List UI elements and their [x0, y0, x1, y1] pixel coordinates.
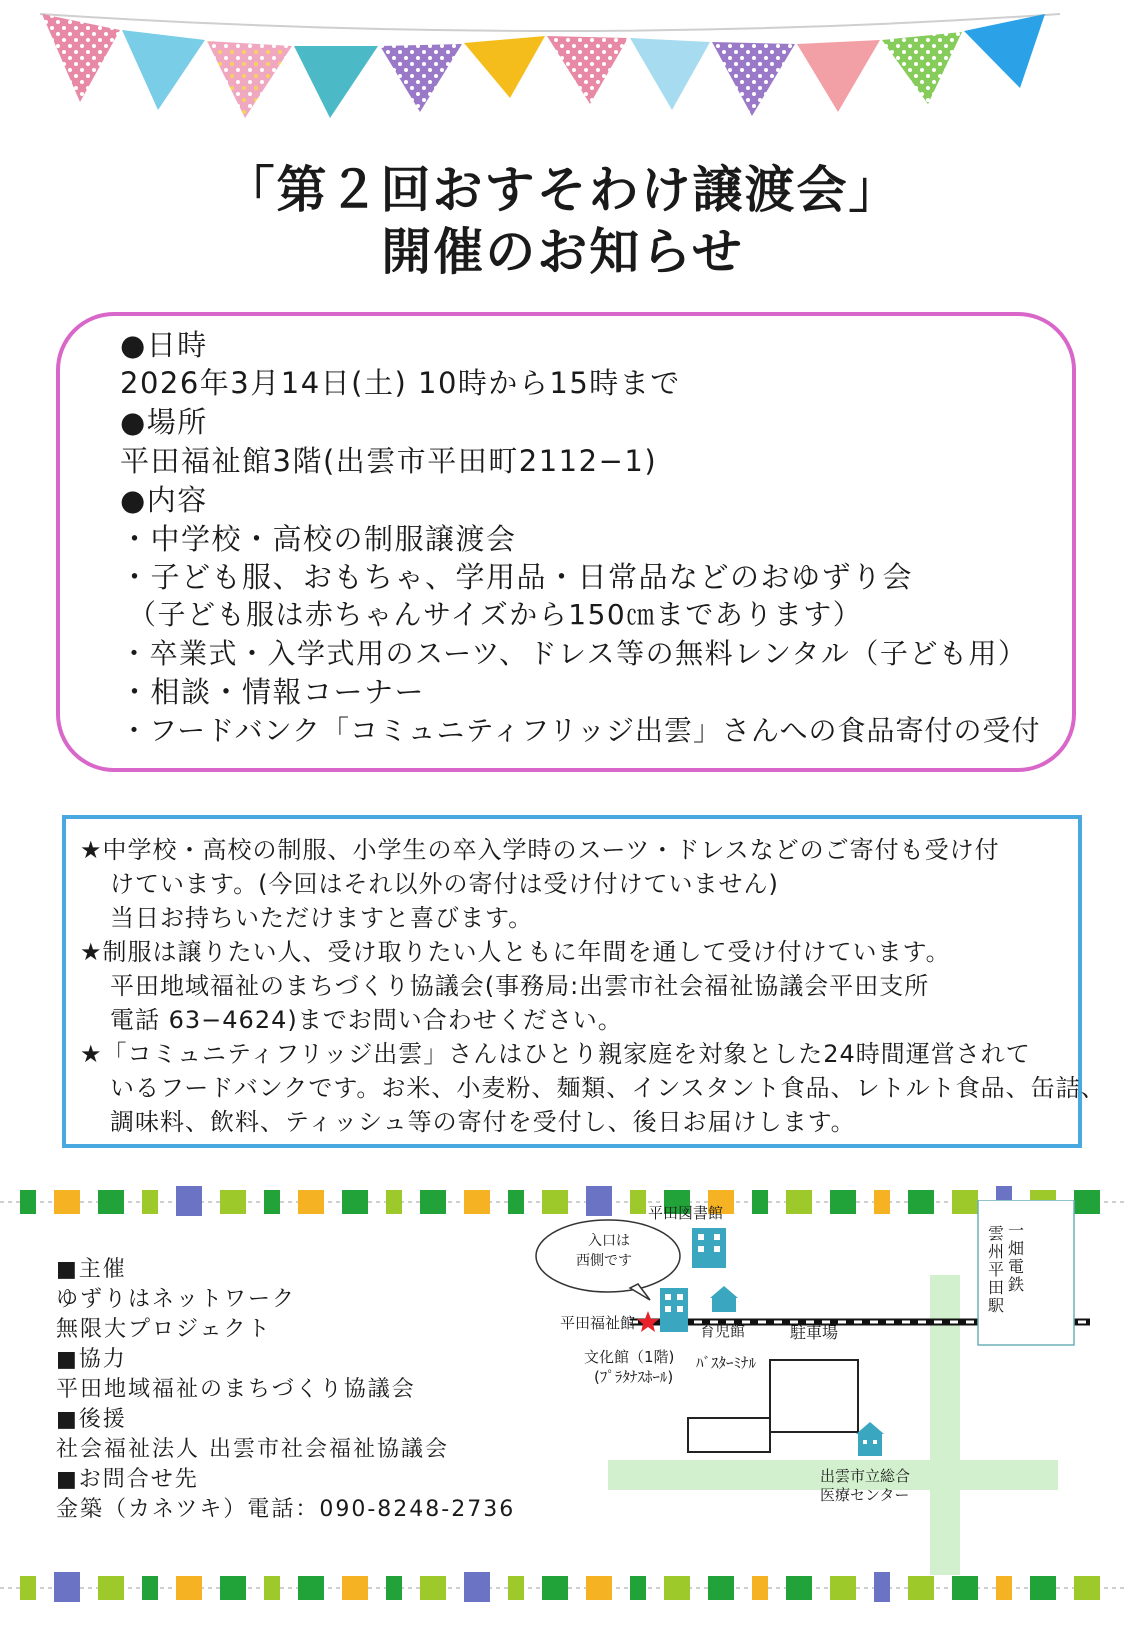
bunting-decoration — [0, 0, 1125, 130]
parking-box — [770, 1360, 858, 1432]
notice-line: 当日お持ちいただけますと喜びます。 — [110, 904, 534, 932]
garland-square — [142, 1190, 158, 1214]
garland-square — [264, 1576, 280, 1600]
location-star-icon — [637, 1311, 659, 1332]
flag-11 — [882, 32, 962, 104]
content-heading: ●内容 — [120, 483, 208, 517]
place-value: 平田福祉館3階(出雲市平田町2112−1) — [120, 444, 658, 478]
station-label: 雲州平田駅 — [988, 1224, 1005, 1315]
garland-square — [220, 1190, 246, 1214]
nursery-label: 育児館 — [700, 1322, 746, 1340]
page-title-line-2: 開催のお知らせ — [381, 223, 744, 281]
flag-1 — [42, 14, 120, 102]
culture-hall-label: 文化館（1階) — [584, 1348, 675, 1366]
garland-square — [264, 1190, 280, 1214]
notice-line: いるフードバンクです。お米、小麦粉、麺類、インスタント食品、レトルト食品、缶詰、 — [110, 1074, 1106, 1102]
notice-line: ★「コミュニティフリッジ出雲」さんはひとり親家庭を対象とした24時間運営されて — [80, 1040, 1031, 1068]
flag-5 — [380, 44, 462, 112]
garland-square — [20, 1190, 36, 1214]
organizer-heading: ■主催 — [56, 1257, 127, 1282]
notice-line: 調味料、飲料、ティッシュ等の寄付を受付し、後日お届けします。 — [110, 1108, 856, 1136]
garland-square — [464, 1572, 490, 1602]
garland-square — [342, 1190, 368, 1214]
date-heading: ●日時 — [120, 328, 208, 362]
flag-7 — [547, 36, 628, 104]
nursery-house-icon — [710, 1286, 738, 1312]
welfare-hall-label: 平田福祉館 — [560, 1314, 636, 1332]
garland-square — [20, 1576, 36, 1600]
flag-4 — [294, 46, 378, 118]
garland-square — [54, 1190, 80, 1214]
library-label: 平田図書館 — [648, 1204, 724, 1222]
flag-8 — [630, 38, 710, 110]
bus-terminal-box — [688, 1418, 770, 1452]
platanus-label: (ﾌﾟﾗﾀﾅｽﾎｰﾙ) — [594, 1368, 674, 1386]
content-item: ・相談・情報コーナー — [120, 675, 426, 709]
bus-terminal-label: ﾊﾞｽﾀｰﾐﾅﾙ — [696, 1354, 757, 1372]
flag-12 — [964, 14, 1045, 88]
garland-square — [142, 1576, 158, 1600]
organizer-name: 無限大プロジェクト — [56, 1317, 272, 1342]
railway-name-label: 一畑電鉄 — [1008, 1221, 1025, 1294]
organizer-name: ゆずりはネットワーク — [56, 1287, 297, 1312]
page-title-line-1: 「第２回おすそわけ譲渡会」 — [224, 161, 901, 219]
hospital-label: 医療センター — [820, 1486, 910, 1504]
parking-label: 駐車場 — [790, 1323, 839, 1342]
notice-line: けています。(今回はそれ以外の寄付は受け付けていません) — [110, 870, 779, 898]
garland-square — [298, 1576, 324, 1600]
support-name: 社会福祉法人 出雲市社会福祉協議会 — [56, 1437, 449, 1462]
garland-square — [98, 1190, 124, 1214]
garland-square — [342, 1576, 368, 1600]
garland-square — [464, 1190, 490, 1214]
hospital-house-icon — [856, 1422, 884, 1456]
garland-square — [98, 1576, 124, 1600]
flag-10 — [797, 40, 880, 112]
cooperation-heading: ■協力 — [56, 1347, 127, 1372]
bubble-text: 西側です — [576, 1253, 632, 1269]
notice-line: ★制服は譲りたい人、受け取りたい人ともに年間を通して受け付けています。 — [80, 938, 951, 966]
flag-3 — [207, 41, 292, 118]
flag-2 — [122, 30, 205, 110]
garland-square — [220, 1576, 246, 1600]
garland-square — [420, 1190, 446, 1214]
content-item: ・子ども服、おもちゃ、学用品・日常品などのおゆずり会 — [120, 560, 914, 594]
flag-9 — [712, 42, 795, 116]
content-item: ・卒業式・入学式用のスーツ、ドレス等の無料レンタル（子ども用） — [120, 637, 1028, 670]
garland-square — [298, 1190, 324, 1214]
notice-line: 平田地域福祉のまちづくり協議会(事務局:出雲市社会福祉協議会平田支所 — [110, 972, 930, 1000]
bubble-text: 入口は — [588, 1233, 630, 1249]
garland-square — [386, 1576, 402, 1600]
cooperation-name: 平田地域福祉のまちづくり協議会 — [56, 1377, 416, 1402]
welfare-hall-building-icon — [660, 1288, 688, 1332]
contact-value: 金築（カネツキ）電話：090-8248-2736 — [56, 1497, 516, 1522]
contact-heading: ■お問合せ先 — [56, 1467, 199, 1492]
access-map — [520, 1200, 1100, 1580]
content-item: ・フードバンク「コミュニティフリッジ出雲」さんへの食品寄付の受付 — [120, 714, 1041, 747]
date-value: 2026年3月14日(土) 10時から15時まで — [120, 366, 681, 400]
hospital-label: 出雲市立総合 — [820, 1467, 911, 1485]
place-heading: ●場所 — [120, 405, 208, 439]
garland-square — [386, 1190, 402, 1214]
flag-6 — [464, 36, 545, 98]
garland-square — [176, 1576, 202, 1600]
garland-square — [54, 1572, 80, 1602]
content-item-note: （子ども服は赤ちゃんサイズから150㎝まであります） — [128, 598, 863, 631]
content-item: ・中学校・高校の制服譲渡会 — [120, 522, 517, 556]
notice-line: ★中学校・高校の制服、小学生の卒入学時のスーツ・ドレスなどのご寄付も受け付 — [80, 836, 1000, 864]
support-heading: ■後援 — [56, 1407, 127, 1432]
garland-square — [420, 1576, 446, 1600]
library-building-icon — [692, 1228, 726, 1268]
garland-square — [176, 1186, 202, 1216]
notice-line: 電話 63−4624)までお問い合わせください。 — [110, 1006, 623, 1034]
